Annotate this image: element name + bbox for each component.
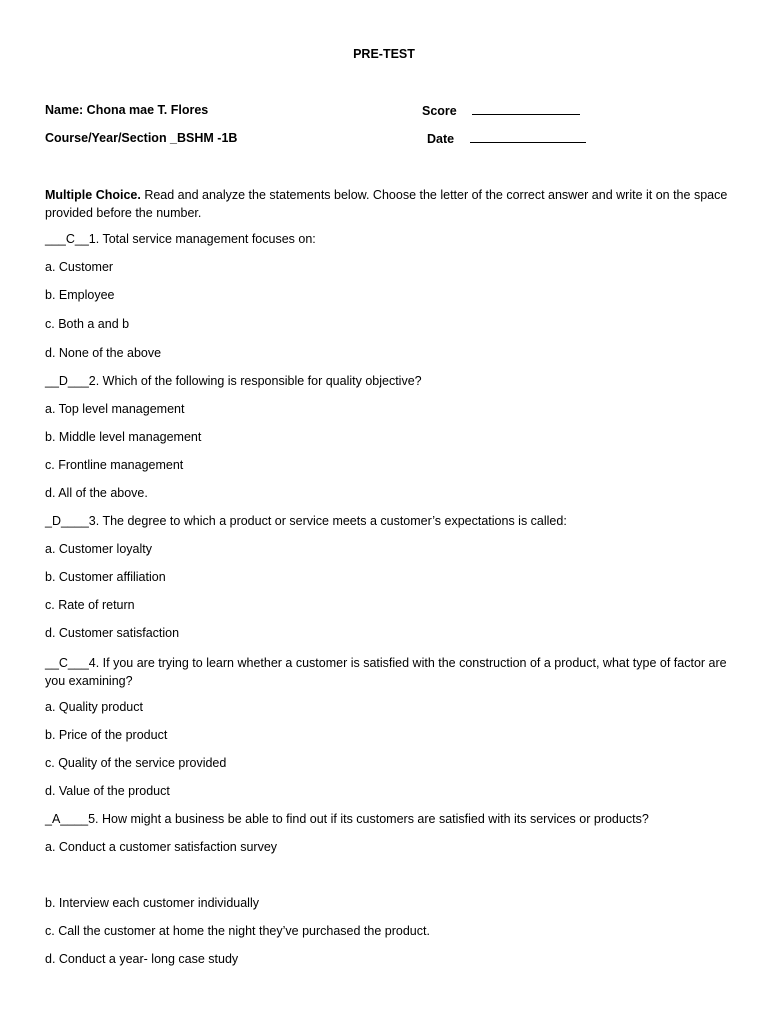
option-3a: a. Customer loyalty <box>45 542 152 556</box>
question-2: __D___2. Which of the following is responsible for quality objective? <box>45 374 422 388</box>
score-blank <box>472 103 580 115</box>
question-3: _D____3. The degree to which a product or service meets a customer’s expectations is called: <box>45 514 567 528</box>
score-label-text: Score <box>422 104 457 118</box>
question-5: _A____5. How might a business be able to find out if its customers are satisfied with its services or products? <box>45 812 649 826</box>
option-4c: c. Quality of the service provided <box>45 756 227 770</box>
instructions-text: Read and analyze the statements below. Choose the letter of the correct answer and write it on the space provided before the number. <box>45 188 728 220</box>
course-field: Course/Year/Section _BSHM -1B <box>45 131 238 145</box>
option-4a: a. Quality product <box>45 700 143 714</box>
option-5b: b. Interview each customer individually <box>45 896 259 910</box>
option-5a: a. Conduct a customer satisfaction survey <box>45 840 278 854</box>
option-5d: d. Conduct a year- long case study <box>45 952 239 966</box>
date-label <box>427 131 586 146</box>
option-3c: c. Rate of return <box>45 598 135 612</box>
instructions <box>45 186 735 222</box>
option-4b: b. Price of the product <box>45 728 168 742</box>
option-2a: a. Top level management <box>45 402 185 416</box>
option-1d: d. None of the above <box>45 346 162 360</box>
instructions-heading: Multiple Choice. <box>45 188 141 202</box>
option-1c: c. Both a and b <box>45 317 130 331</box>
option-2c: c. Frontline management <box>45 458 184 472</box>
date-label-text: Date <box>427 132 455 146</box>
option-3d: d. Customer satisfaction <box>45 626 180 640</box>
option-3b: b. Customer affiliation <box>45 570 166 584</box>
option-1b: b. Employee <box>45 288 115 302</box>
date-blank <box>470 131 586 143</box>
page-title: PRE-TEST <box>353 47 415 61</box>
question-1: ___C__1. Total service management focuses on: <box>45 232 316 246</box>
option-1a: a. Customer <box>45 260 114 274</box>
option-5c: c. Call the customer at home the night they’ve purchased the product. <box>45 924 430 938</box>
option-2b: b. Middle level management <box>45 430 202 444</box>
option-4d: d. Value of the product <box>45 784 170 798</box>
question-4: __C___4. If you are trying to learn whether a customer is satisfied with the construction of a product, what type of factor are you examining? <box>45 656 727 688</box>
name-field: Name: Chona mae T. Flores <box>45 103 209 117</box>
option-2d: d. All of the above. <box>45 486 148 500</box>
score-label <box>422 103 580 118</box>
